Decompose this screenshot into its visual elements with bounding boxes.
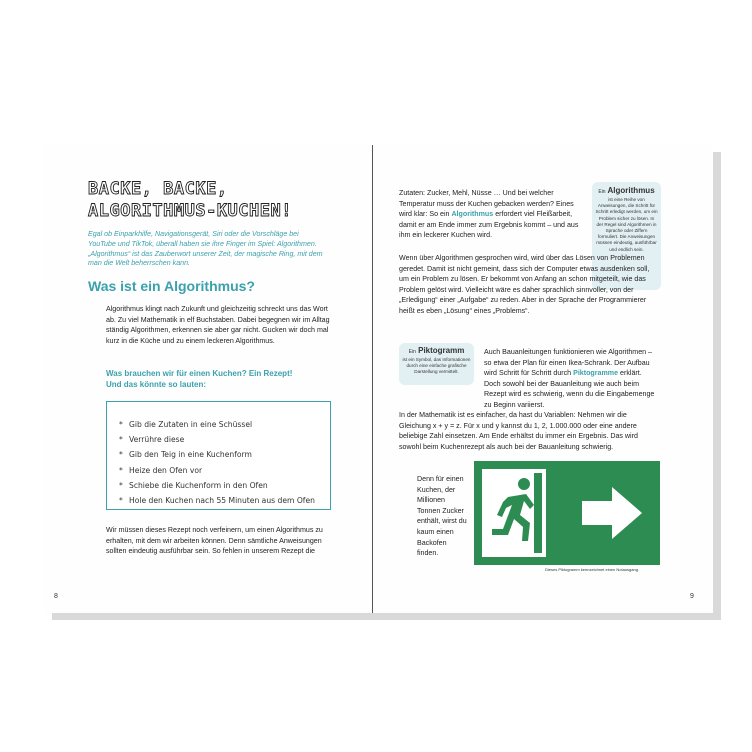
bullet-icon: * xyxy=(119,480,123,490)
subheading-line-2: Und das könnte so lauten: xyxy=(106,379,207,389)
running-person-icon xyxy=(492,473,542,553)
sidebar-term: Algorithmus xyxy=(607,186,655,195)
recipe-box xyxy=(106,401,331,510)
sidebar-term: Piktogramm xyxy=(418,346,465,355)
bullet-icon: * xyxy=(119,435,123,445)
subheading-line-1: Was brauchen wir für einen Kuchen? Ein Rezept! xyxy=(106,369,293,378)
sidebar-prefix: Ein xyxy=(408,349,416,355)
paragraph-ingredients xyxy=(399,188,587,241)
book-gutter xyxy=(372,145,373,613)
paragraph-instructions xyxy=(484,347,660,411)
page-number-left: 8 xyxy=(54,593,58,600)
sidebar-heading xyxy=(595,186,658,197)
sidebar-definition: ist eine Reihe von Anweisungen, die Schritt für Schritt erledigt werden, um ein Problem sicher zu lösen. In der Regel sind Algorithmen in Sprache oder Ziffern formuliert. Die Anweisungen müssen eindeutig, ausführbar und endlich sein. xyxy=(595,197,658,252)
recipe-step-text: Gib den Teig in eine Kuchenform xyxy=(129,450,252,460)
glossary-term-algorithmus: Algorithmus xyxy=(451,210,494,219)
paragraph-problems: Wenn über Algorithmen gesprochen wird, wird über das Lösen von Problemen geredet. Damit ist nicht gemeint, dass sich der Computer etwas ausdenken soll, um ein Problem zu lösen. Er bekommt von Anfang an schon mitgeteilt, wie das Problem gelöst wird. Vielleicht wäre es daher sprachlich sinnvoller, von der „Erledigung“ einer „Aufgabe“ zu reden. Aber in der Sprache der Programmierer heißt es eben „Lösung“ eines „Problems“. xyxy=(399,254,650,315)
paragraph-oven: Denn für einen Kuchen, der Millionen Tonnen Zucker enthält, wirst du kaum einen Backofen finden. xyxy=(417,475,467,558)
title-line-2: ALGORITHMUS-KUCHEN! xyxy=(88,201,292,221)
bullet-icon: * xyxy=(119,465,123,475)
paragraph-intro: Algorithmus klingt nach Zukunft und gleichzeitig schreckt uns das Wort ab. Zu viel Mathematik in elf Buchstaben. Dabei begegnen wir im Alltag ständig Algorithmen, erkennen sie aber gar nicht. Gucken wir doch mal kurz in die Küche und zu einem leckeren Algorithmus. xyxy=(106,305,330,345)
recipe-step xyxy=(119,493,315,508)
bullet-icon: * xyxy=(119,420,123,429)
recipe-step xyxy=(119,478,315,493)
page-title xyxy=(88,178,320,222)
recipe-step-text: Heize den Ofen vor xyxy=(129,465,203,475)
paragraph-refine: Wir müssen dieses Rezept noch verfeinern, um einen Algorithmus zu erhalten, mit dem wir arbeiten können. Denn sämtliche Anweisungen sollten eindeutig ausführbar sein. So fehlen in unserem Rezept die xyxy=(106,526,323,556)
bullet-icon: * xyxy=(119,496,123,506)
recipe-subheading xyxy=(106,369,326,390)
recipe-list xyxy=(119,417,315,508)
sidebar-prefix: Ein xyxy=(598,189,606,195)
arrow-right-icon xyxy=(582,487,642,539)
recipe-step xyxy=(119,463,315,478)
recipe-step-text: Schiebe die Kuchenform in den Ofen xyxy=(129,480,268,490)
glossary-term-piktogramm: Piktogramme xyxy=(573,369,619,378)
section-heading: Was ist ein Algorithmus? xyxy=(88,278,255,294)
recipe-step xyxy=(119,417,315,432)
text-segment: Zutaten: Zucker, Mehl, Nüsse … Und bei welcher Temperatur muss der Kuchen gebacken werden? Eines wird klar: So ein xyxy=(399,189,574,219)
bullet-icon: * xyxy=(119,450,123,460)
sidebar-piktogramm xyxy=(399,343,474,385)
sidebar-definition: ist ein Symbol, das Informationen durch eine einfache grafische Darstellung vermittelt. xyxy=(402,357,471,375)
text-segment: erfordert viel Fleißarbeit, damit er am Ende immer zum Ergebnis kommt – und aus ihm ein leckerer Kuchen wird. xyxy=(399,210,579,240)
recipe-step xyxy=(119,432,315,447)
recipe-step xyxy=(119,447,315,462)
sidebar-heading xyxy=(402,346,471,357)
text-segment: Auch Bauanleitungen funktionieren wie Algorithmen – so etwa der Plan für einen Ikea-Schrank. Der Aufbau wird Schritt für Schritt durch xyxy=(484,348,652,378)
paragraph-math: In der Mathematik ist es einfacher, da hast du Variablen: Nehmen wir die Gleichung x + y = z. Für x und y kannst du 1, 2, 1.000.000 oder eine andere beliebige Zahl einsetzen. Am Ende erhältst du immer ein Ergebnis. Das wird sowohl beim Kuchenrezept als auch bei der Bauanleitung schwierig. xyxy=(399,411,638,451)
image-caption: Dieses Piktogramm kennzeichnet einen Notausgang. xyxy=(545,567,640,572)
exit-pictogram xyxy=(474,461,660,565)
emergency-exit-sign xyxy=(474,461,660,565)
page-number-right: 9 xyxy=(690,593,694,600)
recipe-step-text: Verrühre diese xyxy=(129,435,185,445)
intro-text: Egal ob Einparkhilfe, Navigationsgerät, Siri oder die Vorschläge bei YouTube und TikTok, überall haben sie ihre Finger im Spiel: Algorithmen. „Algorithmus“ ist das Zauberwort unserer Zeit, der magische Ring, mit dem man die Welt beherrschen kann. xyxy=(88,230,323,268)
recipe-step-text: Hole den Kuchen nach 55 Minuten aus dem Ofen xyxy=(129,496,315,506)
text-segment: erklärt. Doch sowohl bei der Bauanleitung wie auch beim Rezept wird es schwierig, wenn du die Eingabemenge zu Beginn variierst. xyxy=(484,369,655,409)
recipe-step-text: Gib die Zutaten in eine Schüssel xyxy=(129,420,253,429)
title-line-1: BACKE, BACKE, xyxy=(88,179,228,199)
